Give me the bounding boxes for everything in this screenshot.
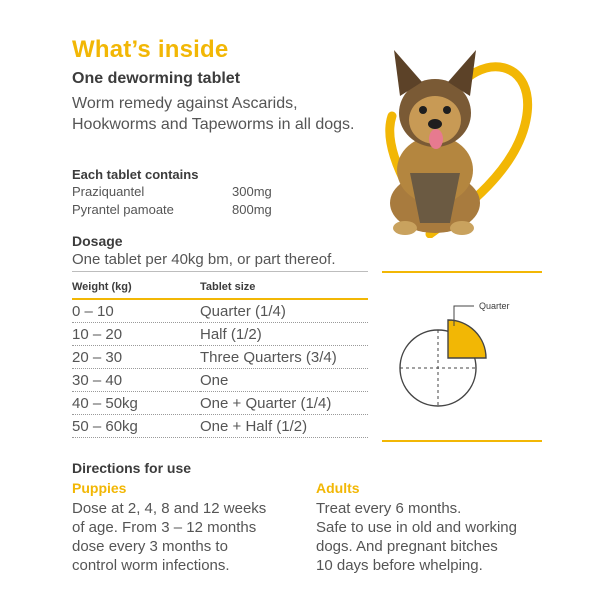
quarter-label: Quarter bbox=[479, 301, 510, 311]
table-header-row bbox=[72, 276, 368, 299]
ingredient-name-1: Praziquantel bbox=[72, 184, 145, 199]
dosage-table bbox=[72, 276, 368, 438]
contents-heading: Each tablet contains bbox=[72, 167, 199, 182]
puppies-heading: Puppies bbox=[72, 480, 127, 496]
adults-line: dogs. And pregnant bitches bbox=[316, 538, 498, 555]
tablet-size-cell: One bbox=[200, 369, 368, 392]
table-row bbox=[72, 299, 368, 323]
tablet-size-cell: One + Quarter (1/4) bbox=[200, 392, 368, 415]
tablet-quarter-diagram bbox=[390, 290, 540, 430]
weight-cell: 30 – 40 bbox=[72, 369, 200, 392]
ingredient-amount-1: 300mg bbox=[232, 184, 272, 199]
ingredient-name-2: Pyrantel pamoate bbox=[72, 202, 174, 217]
right-divider-bottom bbox=[382, 440, 542, 442]
table-row bbox=[72, 323, 368, 346]
puppies-text bbox=[72, 499, 266, 575]
weight-cell: 50 – 60kg bbox=[72, 415, 200, 438]
table-row bbox=[72, 346, 368, 369]
tablet-size-cell: One + Half (1/2) bbox=[200, 415, 368, 438]
weight-cell: 40 – 50kg bbox=[72, 392, 200, 415]
adults-line: Treat every 6 months. bbox=[316, 500, 462, 517]
tablet-size-cell: Three Quarters (3/4) bbox=[200, 346, 368, 369]
product-description: Worm remedy against Ascarids, Hookworms and Tapeworms in all dogs. bbox=[72, 95, 355, 133]
table-row bbox=[72, 369, 368, 392]
adults-text bbox=[316, 499, 517, 575]
column-header-tablet-size: Tablet size bbox=[200, 276, 368, 299]
page-title: What’s inside bbox=[72, 36, 229, 63]
dog-icon bbox=[390, 50, 480, 235]
table-row bbox=[72, 392, 368, 415]
puppies-line: Dose at 2, 4, 8 and 12 weeks bbox=[72, 500, 267, 517]
adults-line: 10 days before whelping. bbox=[316, 557, 483, 574]
tablet-size-cell: Half (1/2) bbox=[200, 323, 368, 346]
weight-cell: 0 – 10 bbox=[72, 299, 200, 323]
column-header-weight: Weight (kg) bbox=[72, 276, 200, 299]
right-divider-top bbox=[382, 271, 542, 273]
puppies-line: control worm infections. bbox=[72, 557, 230, 574]
product-subtitle: One deworming tablet bbox=[72, 70, 241, 87]
puppies-line: of age. From 3 – 12 months bbox=[72, 519, 257, 536]
table-row bbox=[72, 415, 368, 438]
tablet-size-cell: Quarter (1/4) bbox=[200, 299, 368, 323]
dosage-divider bbox=[72, 271, 368, 272]
weight-cell: 10 – 20 bbox=[72, 323, 200, 346]
puppies-line: dose every 3 months to bbox=[72, 538, 228, 555]
adults-heading: Adults bbox=[316, 480, 360, 496]
dog-heart-illustration bbox=[370, 38, 540, 238]
dosage-heading: Dosage bbox=[72, 233, 123, 249]
dosage-text: One tablet per 40kg bm, or part thereof. bbox=[72, 251, 336, 268]
directions-heading: Directions for use bbox=[72, 460, 192, 476]
ingredient-amount-2: 800mg bbox=[232, 202, 272, 217]
weight-cell: 20 – 30 bbox=[72, 346, 200, 369]
adults-line: Safe to use in old and working bbox=[316, 519, 517, 536]
